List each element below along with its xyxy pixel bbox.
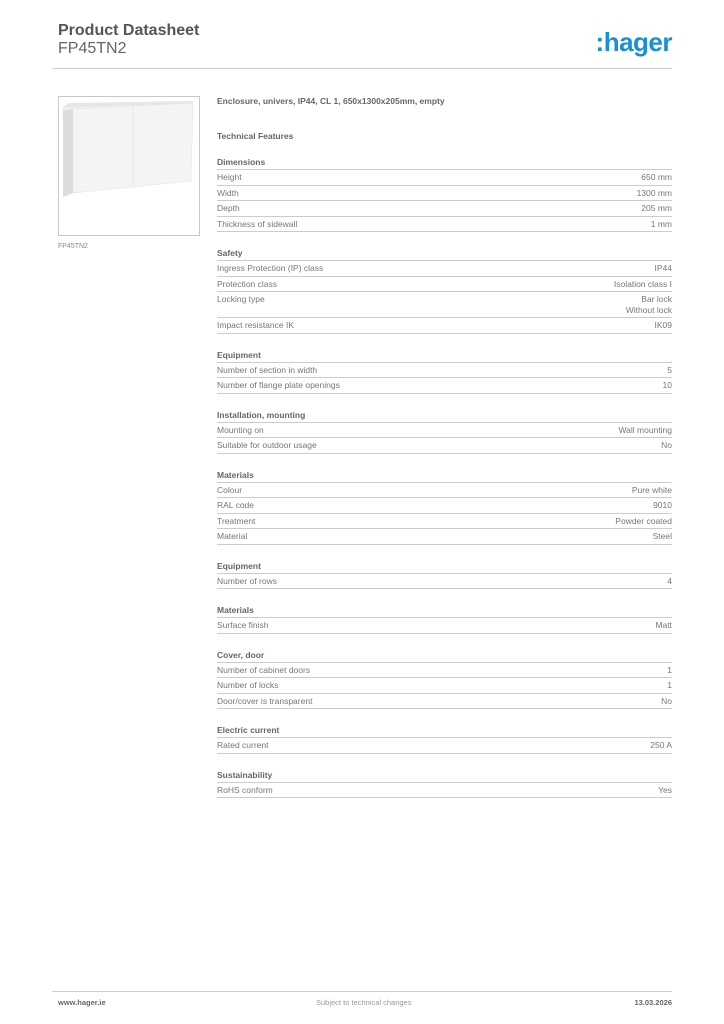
footer-date: 13.03.2026 — [634, 998, 672, 1007]
spec-value — [615, 516, 672, 527]
spec-section — [217, 725, 672, 754]
section-title: Sustainability — [217, 770, 672, 783]
spec-label: Mounting on — [217, 424, 264, 435]
page-title: Product Datasheet — [58, 22, 200, 39]
spec-value — [661, 440, 672, 451]
specs-panel — [217, 96, 672, 798]
spec-row — [217, 529, 672, 545]
spec-row — [217, 261, 672, 277]
footer-note: Subject to technical changes — [316, 998, 412, 1007]
spec-value — [667, 576, 672, 587]
spec-value-line: 1 mm — [650, 218, 672, 229]
spec-value — [650, 740, 672, 751]
spec-section — [217, 605, 672, 634]
spec-row — [217, 694, 672, 710]
spec-value-line: 1 — [667, 664, 672, 675]
spec-value — [653, 531, 672, 542]
spec-row — [217, 514, 672, 530]
spec-label: Colour — [217, 484, 243, 495]
page-header — [58, 22, 199, 58]
spec-row — [217, 738, 672, 754]
spec-label: Number of locks — [217, 680, 279, 690]
spec-row — [217, 277, 672, 293]
image-caption: FP45TN2 — [58, 243, 88, 250]
spec-row — [217, 292, 672, 318]
spec-value-line: Bar lock — [641, 294, 672, 304]
spec-label: Suitable for outdoor usage — [217, 440, 317, 450]
spec-label: Protection class — [217, 278, 277, 289]
spec-value-line: 650 mm — [641, 172, 672, 182]
enclosure-illustration-icon — [59, 97, 199, 235]
spec-row — [217, 363, 672, 379]
spec-label: Depth — [217, 203, 240, 213]
spec-value-line: Wall mounting — [618, 424, 672, 435]
section-title: Materials — [217, 470, 672, 483]
spec-label: Number of flange plate openings — [217, 380, 340, 390]
spec-value-line: 205 mm — [641, 203, 672, 213]
spec-row — [217, 170, 672, 186]
product-description: Enclosure, univers, IP44, CL 1, 650x1300x205mm, empty — [217, 96, 445, 106]
spec-value-line: 4 — [667, 575, 672, 586]
spec-label: Material — [217, 531, 248, 541]
spec-label: RAL code — [217, 500, 255, 510]
spec-value — [632, 485, 672, 496]
spec-row — [217, 618, 672, 634]
spec-section — [217, 770, 672, 799]
spec-value-line: No — [661, 440, 672, 450]
footer-website[interactable]: www.hager.ie — [58, 998, 106, 1007]
spec-value-line: Matt — [655, 620, 672, 630]
product-image — [58, 96, 200, 236]
spec-label: Impact resistance IK — [217, 320, 295, 330]
spec-value — [661, 696, 672, 707]
spec-value-line: 9010 — [653, 500, 672, 510]
spec-value — [667, 680, 672, 691]
spec-label: Locking type — [217, 294, 265, 304]
spec-value-line: Isolation class I — [613, 278, 672, 289]
header-divider — [52, 68, 672, 69]
spec-label: Ingress Protection (IP) class — [217, 263, 324, 273]
spec-value — [651, 219, 672, 230]
spec-value — [641, 172, 672, 183]
spec-label: Width — [217, 187, 239, 198]
spec-sections — [217, 157, 672, 798]
spec-value-line: IK09 — [654, 320, 672, 330]
spec-row — [217, 498, 672, 514]
spec-section — [217, 248, 672, 334]
spec-section — [217, 157, 672, 232]
spec-row — [217, 201, 672, 217]
spec-value — [655, 620, 672, 631]
section-title: Equipment — [217, 561, 672, 574]
spec-value — [653, 500, 672, 511]
spec-value — [618, 425, 672, 436]
spec-value — [641, 203, 672, 214]
section-title: Electric current — [217, 725, 672, 738]
spec-value — [655, 320, 673, 331]
spec-row — [217, 186, 672, 202]
technical-features-heading: Technical Features — [217, 131, 294, 141]
spec-label: Height — [217, 172, 242, 182]
section-title: Materials — [217, 605, 672, 618]
spec-section — [217, 650, 672, 710]
spec-row — [217, 217, 672, 233]
spec-value — [626, 294, 672, 315]
section-title: Dimensions — [217, 157, 672, 170]
spec-label: Number of section in width — [217, 364, 318, 375]
spec-value — [614, 279, 672, 290]
spec-value — [667, 665, 672, 676]
spec-row — [217, 663, 672, 679]
spec-value-line: Pure white — [631, 484, 672, 495]
spec-value — [655, 263, 673, 274]
spec-label: Surface finish — [217, 620, 269, 630]
spec-value-line: 5 — [667, 364, 672, 375]
spec-value-line: 10 — [662, 380, 672, 390]
spec-value-line: IP44 — [654, 263, 672, 273]
spec-row — [217, 783, 672, 799]
spec-row — [217, 438, 672, 454]
section-title: Installation, mounting — [217, 410, 672, 423]
hager-logo: :hager — [595, 27, 672, 57]
spec-label: Rated current — [217, 740, 269, 750]
spec-value-line: 1 — [667, 680, 672, 690]
spec-label: Treatment — [217, 515, 256, 526]
footer-divider — [52, 991, 672, 992]
spec-row — [217, 483, 672, 499]
spec-label: Number of rows — [217, 575, 277, 586]
spec-row — [217, 423, 672, 439]
spec-row — [217, 678, 672, 694]
spec-value-line: Steel — [652, 531, 672, 541]
spec-label: Number of cabinet doors — [217, 664, 311, 675]
spec-value-line: 1300 mm — [636, 187, 672, 198]
spec-row — [217, 574, 672, 590]
section-title: Cover, door — [217, 650, 672, 663]
spec-value-line: 250 A — [650, 740, 672, 750]
section-title: Equipment — [217, 350, 672, 363]
product-code: FP45TN2 — [58, 40, 127, 57]
spec-value-line: Without lock — [625, 304, 672, 315]
spec-value-line: Yes — [658, 784, 672, 795]
spec-section — [217, 410, 672, 454]
spec-row — [217, 318, 672, 334]
section-title: Safety — [217, 248, 672, 261]
spec-label: Thickness of sidewall — [217, 218, 298, 229]
spec-section — [217, 561, 672, 590]
spec-section — [217, 470, 672, 545]
spec-value-line: Powder coated — [615, 515, 672, 526]
spec-label: Door/cover is transparent — [217, 695, 313, 706]
spec-value — [658, 785, 672, 796]
spec-value — [667, 365, 672, 376]
spec-section — [217, 350, 672, 394]
spec-value — [663, 380, 672, 391]
spec-value — [637, 188, 672, 199]
spec-value-line: No — [661, 695, 672, 706]
spec-row — [217, 378, 672, 394]
spec-label: RoHS conform — [217, 784, 273, 795]
